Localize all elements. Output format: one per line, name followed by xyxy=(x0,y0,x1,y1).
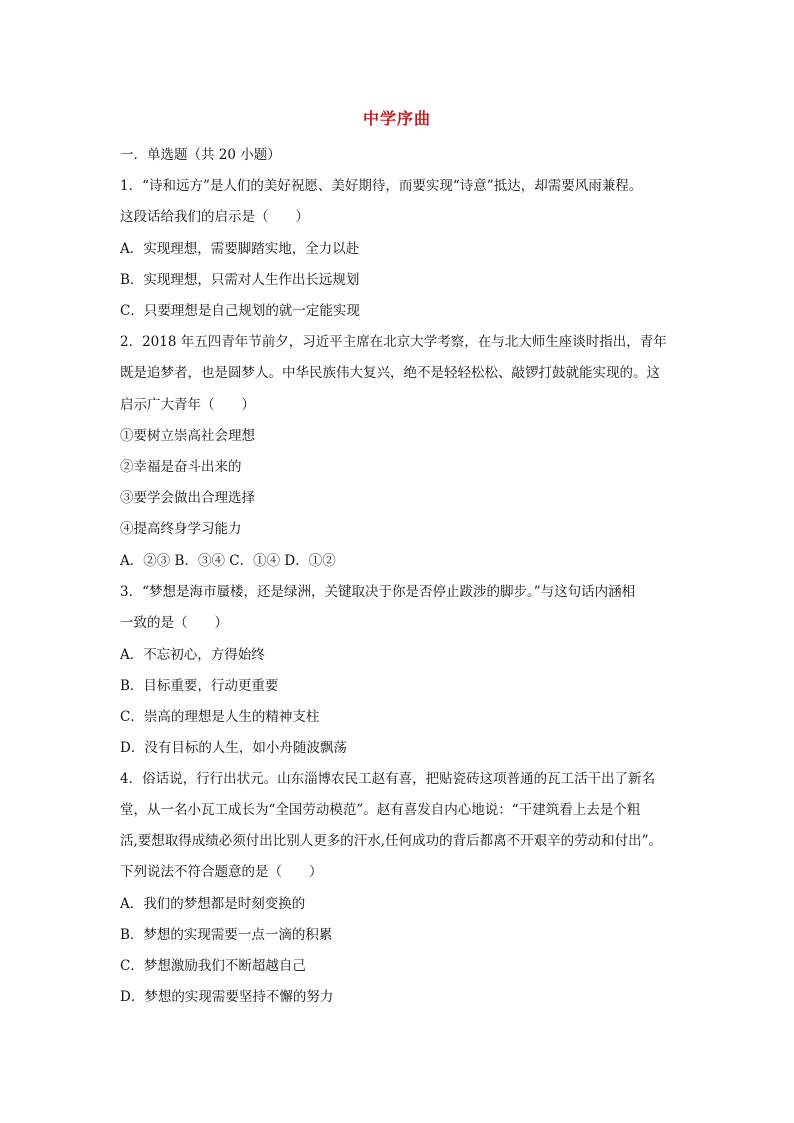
q3-option-d: D．没有目标的人生，如小舟随波飘荡 xyxy=(120,740,347,756)
q3-option-a: A．不忘初心，方得始终 xyxy=(120,647,265,663)
q3-stem-line-2: 一致的是（ ） xyxy=(120,615,228,631)
q4-option-d: D．梦想的实现需要坚持不懈的努力 xyxy=(120,989,334,1005)
page-title: 中学序曲 xyxy=(362,109,431,128)
q4-option-b: B．梦想的实现需要一点一滴的积累 xyxy=(120,927,333,943)
q2-options: A．②③ B．③④ C．①④ D．①② xyxy=(120,553,336,569)
q3-option-b: B．目标重要，行动更重要 xyxy=(120,678,279,694)
q2-item-2: ②幸福是奋斗出来的 xyxy=(120,459,242,475)
q2-stem-line-3: 启示广大青年（ ） xyxy=(120,397,255,413)
q2-stem-line-1: 2．2018 年五四青年节前夕，习近平主席在北京大学考察，在与北大师生座谈时指出，青年 xyxy=(120,334,667,350)
q1-option-b: B．实现理想，只需对人生作出长远规划 xyxy=(120,272,360,288)
q3-stem-line-1: 3．“梦想是海市蜃楼，还是绿洲，关键取决于你是否停止跋涉的脚步。”与这句话内涵相 xyxy=(120,584,636,600)
q1-stem-line-1: 1．“诗和远方”是人们的美好祝愿、美好期待，而要实现“诗意”抵达，却需要风雨兼程。 xyxy=(120,178,643,194)
q1-option-c: C．只要理想是自己规划的就一定能实现 xyxy=(120,303,360,319)
q2-stem-line-2: 既是追梦者，也是圆梦人。中华民族伟大复兴，绝不是轻轻松松、敲锣打鼓就能实现的。这 xyxy=(120,365,660,381)
q2-item-4: ④提高终身学习能力 xyxy=(120,521,242,537)
q1-option-a: A．实现理想，需要脚踏实地，全力以赴 xyxy=(120,241,360,257)
q3-option-c: C．崇高的理想是人生的精神支柱 xyxy=(120,709,320,725)
q1-stem-line-2: 这段话给我们的启示是（ ） xyxy=(120,209,309,225)
q4-stem-line-3: 活,要想取得成绩必须付出比别人更多的汗水,任何成功的背后都离不开艰辛的劳动和付出”。 xyxy=(120,833,662,849)
q4-option-a: A．我们的梦想都是时刻变换的 xyxy=(120,896,306,912)
q4-option-c: C．梦想激励我们不断超越自己 xyxy=(120,958,306,974)
q4-stem-line-2: 堂，从一名小瓦工成长为“全国劳动模范”。赵有喜发自内心地说：“干建筑看上去是个粗 xyxy=(120,802,641,818)
section-heading: 一．单选题（共 20 小题） xyxy=(120,147,281,163)
q2-item-3: ③要学会做出合理选择 xyxy=(120,490,255,506)
q2-item-1: ①要树立崇高社会理想 xyxy=(120,428,255,444)
q4-stem-line-4: 下列说法不符合题意的是（ ） xyxy=(120,864,323,880)
q4-stem-line-1: 4．俗话说，行行出状元。山东淄博农民工赵有喜，把贴瓷砖这项普通的瓦工活干出了新名 xyxy=(120,771,656,787)
